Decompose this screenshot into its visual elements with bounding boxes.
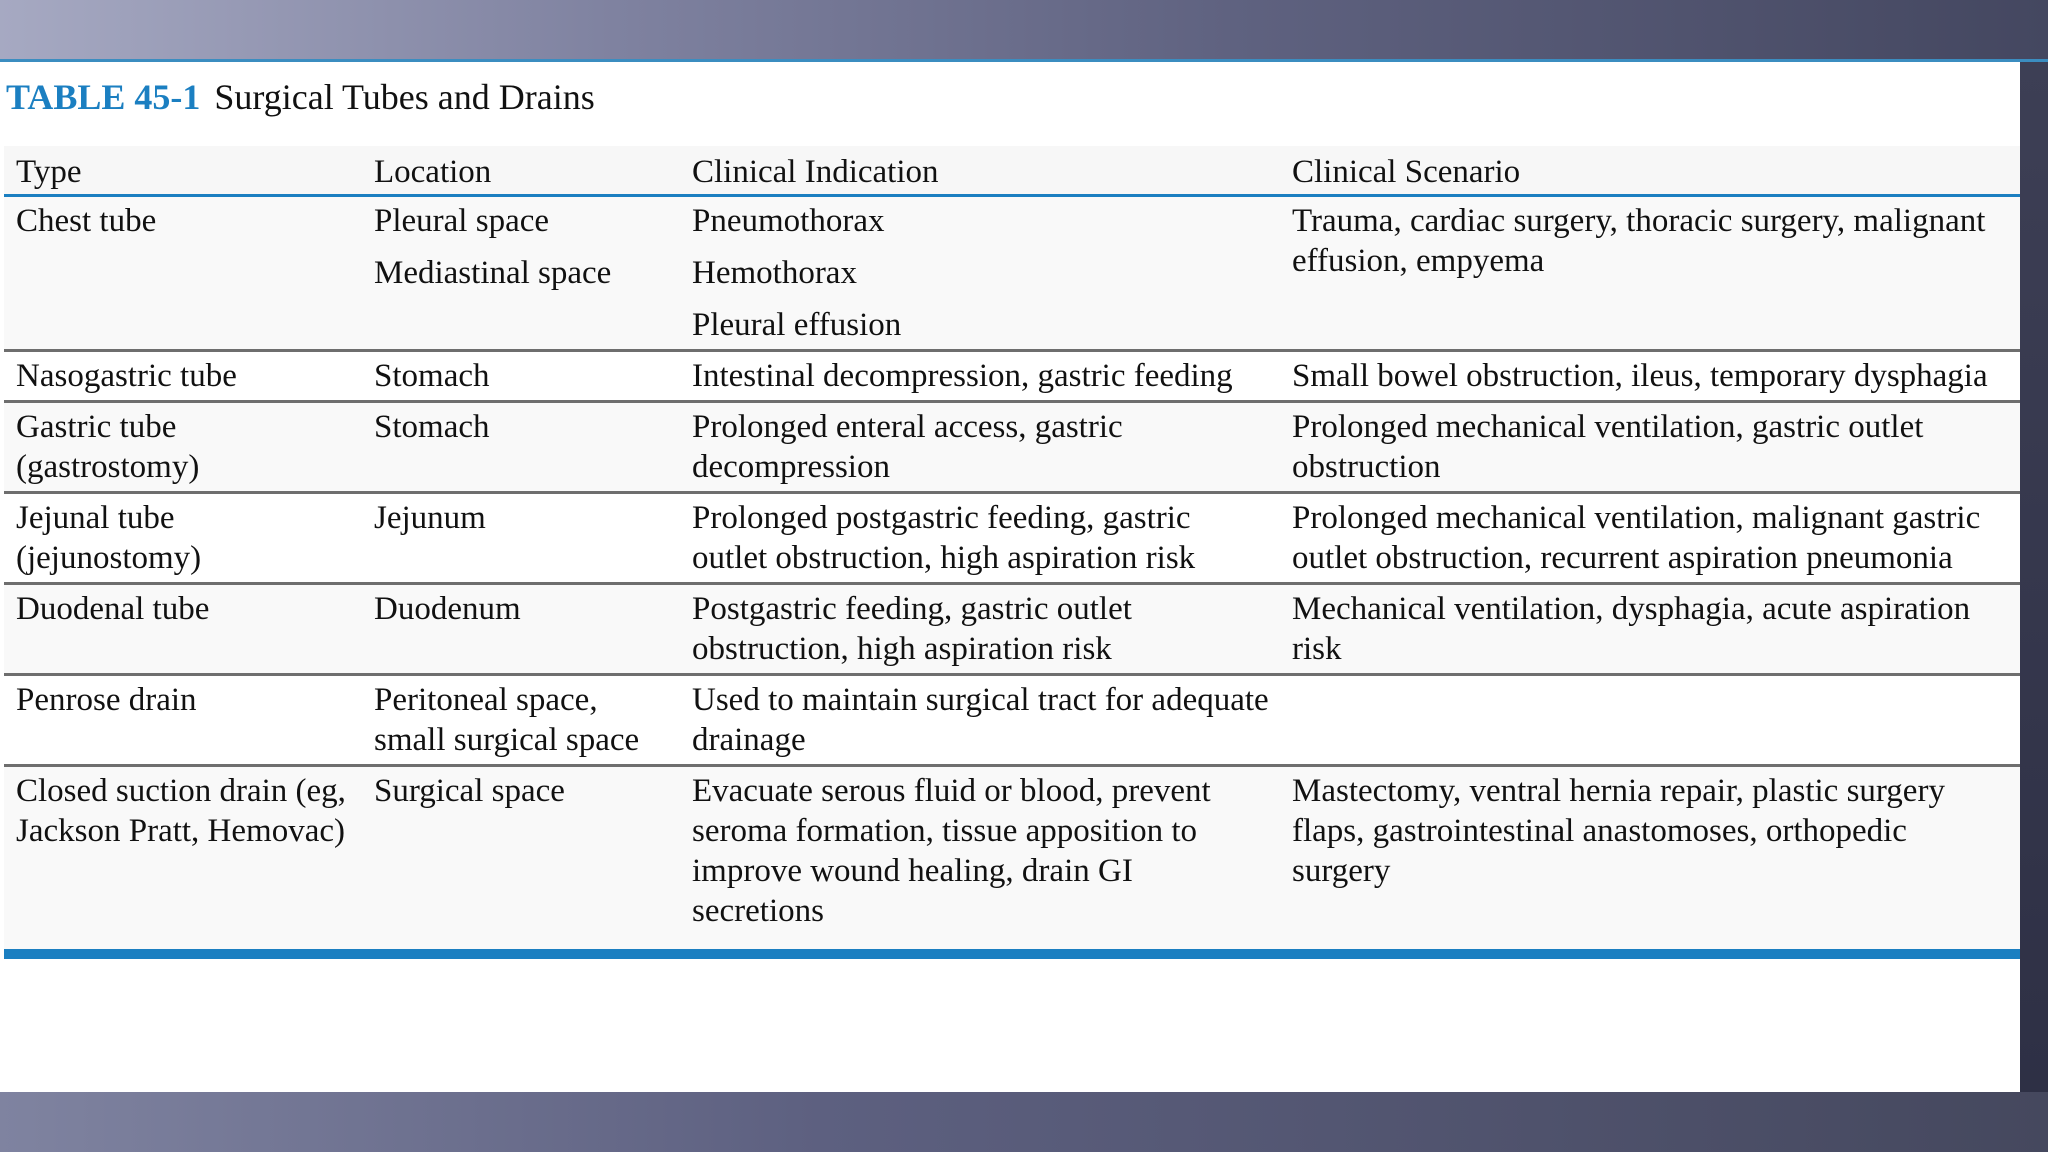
header-location: Location <box>362 146 680 196</box>
cell-type: Closed suction drain (eg, Jackson Pratt, Hemovac) <box>4 766 362 955</box>
cell-type: Penrose drain <box>4 675 362 766</box>
cell-location: Stomach <box>362 402 680 493</box>
table-row-closed-suction-drain <box>4 766 2020 955</box>
table-row-penrose-drain <box>4 675 2020 766</box>
slide-right-strip <box>2020 62 2048 1092</box>
cell-location <box>362 196 680 351</box>
slide-content <box>0 62 2020 1092</box>
slide-bottom-band <box>0 1092 2048 1152</box>
cell-location: Surgical space <box>362 766 680 955</box>
cell-indication <box>680 196 1280 351</box>
cell-type: Chest tube <box>4 196 362 351</box>
cell-indication: Intestinal decompression, gastric feeding <box>680 351 1280 402</box>
location-item: Pleural space <box>374 203 550 239</box>
cell-indication: Prolonged postgastric feeding, gastric outlet obstruction, high aspiration risk <box>680 493 1280 584</box>
cell-indication: Prolonged enteral access, gastric decompression <box>680 402 1280 493</box>
location-item: Mediastinal space <box>374 255 612 291</box>
header-clinical-scenario: Clinical Scenario <box>1280 146 2020 196</box>
cell-scenario: Prolonged mechanical ventilation, gastric outlet obstruction <box>1280 402 2020 493</box>
table-number: TABLE 45-1 <box>6 77 201 117</box>
table-row-nasogastric-tube <box>4 351 2020 402</box>
table-row-duodenal-tube <box>4 584 2020 675</box>
cell-scenario: Prolonged mechanical ventilation, malignant gastric outlet obstruction, recurrent aspiration pneumonia <box>1280 493 2020 584</box>
cell-location: Stomach <box>362 351 680 402</box>
cell-type: Nasogastric tube <box>4 351 362 402</box>
table-header-row <box>4 146 2020 196</box>
cell-indication: Used to maintain surgical tract for adequate drainage <box>680 675 1280 766</box>
table-caption <box>6 76 595 118</box>
cell-indication: Evacuate serous fluid or blood, prevent seroma formation, tissue apposition to improve wound healing, drain GI secretions <box>680 766 1280 955</box>
cell-location: Duodenum <box>362 584 680 675</box>
header-clinical-indication: Clinical Indication <box>680 146 1280 196</box>
indication-item: Pleural effusion <box>692 307 902 343</box>
cell-type: Jejunal tube (jejunostomy) <box>4 493 362 584</box>
cell-type: Gastric tube (gastrostomy) <box>4 402 362 493</box>
cell-location: Jejunum <box>362 493 680 584</box>
cell-location: Peritoneal space, small surgical space <box>362 675 680 766</box>
cell-scenario: Mechanical ventilation, dysphagia, acute aspiration risk <box>1280 584 2020 675</box>
header-type: Type <box>4 146 362 196</box>
cell-scenario <box>1280 675 2020 766</box>
table-row-jejunal-tube <box>4 493 2020 584</box>
table-row-gastric-tube <box>4 402 2020 493</box>
indication-item: Hemothorax <box>692 255 857 291</box>
surgical-tubes-table <box>4 146 2020 959</box>
table-row-chest-tube <box>4 196 2020 351</box>
indication-item: Pneumothorax <box>692 203 885 239</box>
slide-top-band <box>0 0 2048 62</box>
cell-type: Duodenal tube <box>4 584 362 675</box>
cell-scenario: Mastectomy, ventral hernia repair, plastic surgery flaps, gastrointestinal anastomoses, orthopedic surgery <box>1280 766 2020 955</box>
cell-indication: Postgastric feeding, gastric outlet obstruction, high aspiration risk <box>680 584 1280 675</box>
table-title: Surgical Tubes and Drains <box>214 77 595 117</box>
cell-scenario: Trauma, cardiac surgery, thoracic surgery, malignant effusion, empyema <box>1280 196 2020 351</box>
cell-scenario: Small bowel obstruction, ileus, temporary dysphagia <box>1280 351 2020 402</box>
